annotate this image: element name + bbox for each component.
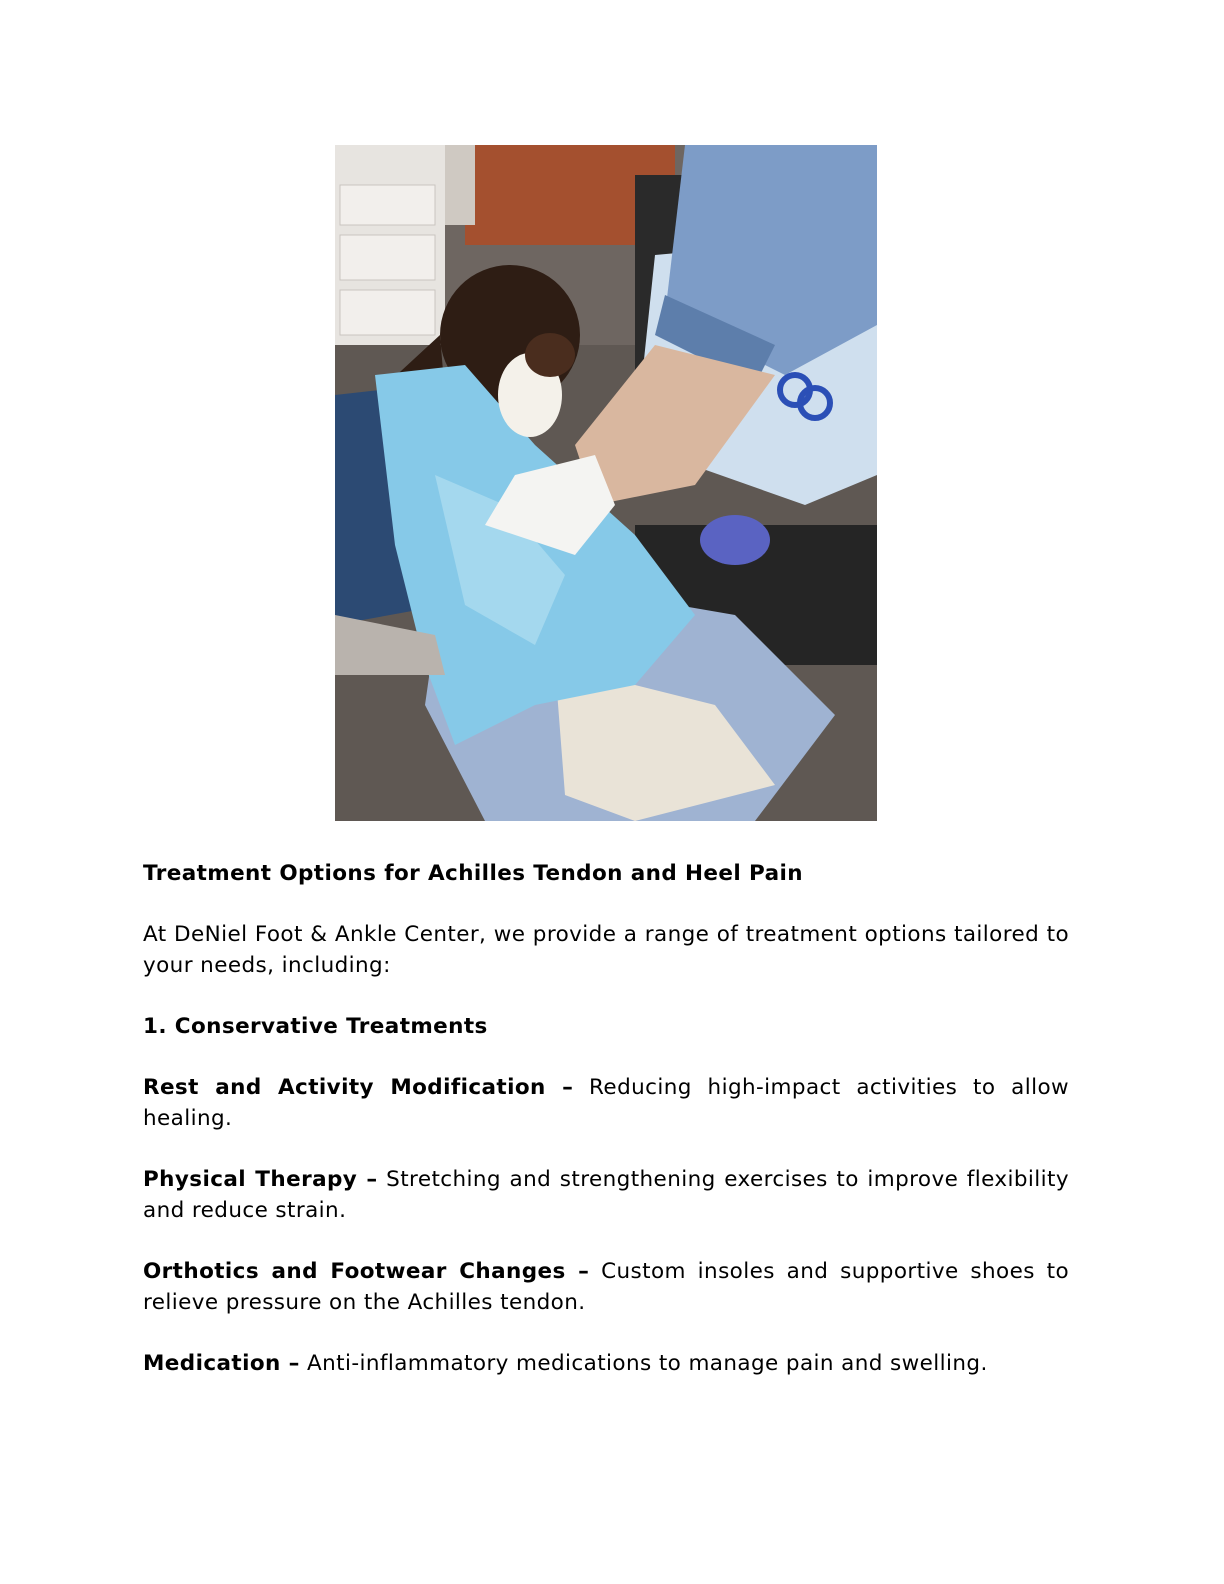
treatment-description: Stretching and strengthening exercises to improve flexibility and reduce strain. xyxy=(143,1167,1069,1223)
intro-paragraph: At DeNiel Foot & Ankle Center, we provide a range of treatment options tailored to your needs, including: xyxy=(143,922,1069,978)
treatment-description: Anti-inflammatory medications to manage pain and swelling. xyxy=(299,1351,988,1376)
treatment-item xyxy=(143,1072,1069,1134)
treatment-description: Reducing high-impact activities to allow healing. xyxy=(143,1075,1069,1131)
treatment-item xyxy=(143,1348,1069,1379)
document-title: Treatment Options for Achilles Tendon and Heel Pain xyxy=(143,861,803,886)
section-heading: 1. Conservative Treatments xyxy=(143,1014,488,1039)
treatment-item xyxy=(143,1256,1069,1318)
treatment-description: Custom insoles and supportive shoes to relieve pressure on the Achilles tendon. xyxy=(143,1259,1070,1315)
treatment-photo xyxy=(335,145,877,821)
treatment-term: Physical Therapy – xyxy=(143,1167,378,1192)
treatment-term: Medication – xyxy=(143,1351,300,1376)
document-body xyxy=(143,858,1069,1409)
treatment-term: Rest and Activity Modification – xyxy=(143,1075,574,1100)
treatment-term: Orthotics and Footwear Changes – xyxy=(143,1259,590,1284)
treatment-item xyxy=(143,1164,1069,1226)
